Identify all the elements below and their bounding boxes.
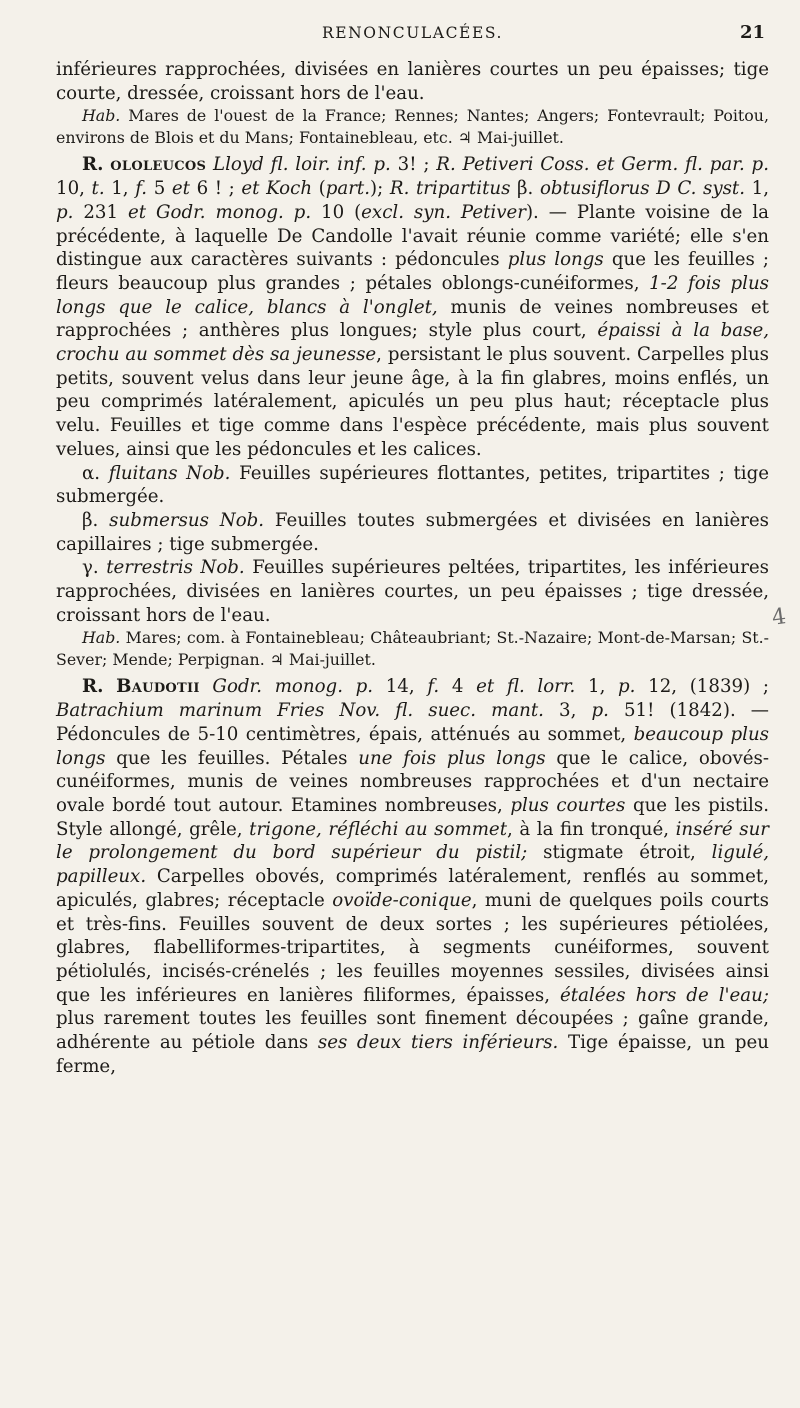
citation: p.	[591, 700, 624, 722]
species-name: ololeucos	[110, 154, 207, 176]
citation: t.	[91, 178, 112, 200]
variety-name: submersus Nob.	[109, 509, 265, 531]
emphasis: étalées hors de l'eau;	[560, 984, 769, 1006]
variety-name: terrestris Nob.	[106, 557, 245, 579]
habitat-label: Hab.	[82, 106, 121, 126]
genus-abbrev: R.	[82, 154, 104, 176]
text-run: stigmate étroit,	[527, 842, 712, 864]
emphasis: inséré sur le prolongement du bord supérieur du pistil;	[56, 818, 769, 864]
emphasis: ovoïde-conique	[332, 889, 472, 911]
species-entry-baudotii	[56, 675, 769, 1078]
body-text	[56, 58, 769, 1078]
text-run: 5	[153, 178, 172, 200]
variety-letter: α.	[82, 462, 109, 484]
text-run: 3,	[559, 700, 592, 722]
variety-text: Feuilles supérieures peltées, tripartites, les inférieures rapprochées, divisées en lanières courtes, un peu épaisses ; tige dressée, croissant hors de l'eau.	[56, 557, 769, 626]
text-run: 6 ! ;	[196, 178, 242, 200]
text-run: 10 (	[321, 201, 362, 223]
habitat-text: Mares de l'ouest de la France; Rennes; Nantes; Angers; Fontevrault; Poitou, environs de Blois et du Mans; Fontainebleau, etc. ♃ Mai-juillet.	[56, 106, 769, 147]
text-run: que les feuilles ; fleurs beaucoup plus grandes ; pétales oblongs-cunéiformes,	[56, 249, 770, 294]
text-run: munis de veines nombreuses et rapprochées ; anthères plus longues; style plus court,	[56, 296, 769, 342]
text-run: 1,	[588, 676, 619, 698]
citation: f.	[135, 178, 154, 200]
text-run: que les feuilles. Pétales	[105, 747, 359, 769]
citation: et fl. lorr.	[476, 676, 589, 698]
text-run: 231	[83, 201, 128, 223]
text-run: Tige épaisse, un peu ferme,	[56, 1032, 770, 1077]
text-run: 14,	[385, 676, 428, 698]
variety-alpha	[56, 462, 769, 509]
citation: excl. syn. Petiver	[361, 201, 526, 223]
text-run: , à la fin tronqué,	[507, 818, 676, 840]
emphasis: une fois plus longs	[358, 747, 546, 769]
citation: R. Petiveri Coss. et Germ. fl. par. p.	[436, 154, 769, 176]
habitat-text: Mares; com. à Fontainebleau; Châteaubriant; St.-Nazaire; Mont-de-Marsan; St.-Sever; Mende; Perpignan. ♃ Mai-juillet.	[56, 628, 769, 669]
citation: p.	[56, 201, 84, 223]
citation: f.	[427, 676, 452, 698]
text-run: );	[370, 178, 390, 200]
emphasis: ligulé, papilleux.	[56, 842, 769, 888]
variety-letter: β.	[82, 509, 110, 531]
habitat-note	[56, 627, 769, 670]
text-run: que les pistils. Style allongé, grêle,	[56, 794, 769, 840]
emphasis: épaissi à la base, crochu au sommet dès sa jeunesse	[56, 320, 769, 366]
text-run: 1,	[111, 178, 136, 200]
text-run: ). — Plante voisine de la précédente, à laquelle De Candolle l'avait réunie comme variété; elle s'en distingue aux caractères suivants : pédoncules	[56, 201, 769, 271]
species-entry-ololeucos	[56, 153, 769, 461]
emphasis: trigone, réfléchi au sommet	[249, 818, 508, 840]
emphasis: ses deux tiers inférieurs.	[317, 1032, 559, 1054]
emphasis: plus longs	[507, 249, 604, 271]
citation: et Godr. monog. p.	[127, 201, 322, 223]
text-run: 12, (1839) ;	[648, 676, 769, 698]
citation: et	[171, 178, 197, 200]
text-run: 51! (1842). — Pédoncules de 5-10 centimètres, épais, atténués au sommet,	[56, 700, 769, 745]
text-run: (	[318, 178, 326, 200]
variety-gamma	[56, 556, 769, 627]
variety-text: Feuilles supérieures flottantes, petites, tripartites ; tige submergée.	[56, 462, 769, 508]
text-run: Carpelles obovés, comprimés latéralement, renflés au sommet, apiculés, glabres; réceptacle	[56, 866, 769, 911]
text-run: 1,	[751, 178, 769, 200]
text-run: , persistant le plus souvent. Carpelles plus petits, souvent velus dans leur jeune âge, à la fin glabres, moins enflés, un peu comprimés latéralement, apiculés un peu plus haut; réceptacle plus velu. Feuilles et tige comme dans l'espèce précédente, mais plus souvent velues, ainsi que les pédoncules et les calices.	[56, 344, 769, 460]
citation: Godr. monog. p.	[199, 676, 386, 698]
text-run: 10,	[56, 178, 92, 200]
variety-beta	[56, 509, 769, 556]
emphasis: beaucoup plus longs	[56, 723, 769, 769]
text-run: inférieures rapprochées, divisées en lanières courtes un peu épaisses; tige courte, dressée, croissant hors de l'eau.	[56, 59, 769, 104]
citation: obtusiflorus D C. syst.	[539, 178, 752, 200]
variety-text: Feuilles toutes submergées et divisées en lanières capillaires ; tige submergée.	[56, 509, 770, 555]
citation: p.	[618, 676, 649, 698]
emphasis: plus courtes	[510, 794, 626, 816]
variety-letter: γ.	[82, 557, 107, 579]
text-run: 4	[451, 676, 477, 698]
text-run: 3! ;	[397, 154, 437, 176]
variety-name: fluitans Nob.	[108, 462, 231, 484]
text-run: que le calice, obovés-cunéiformes, munis de veines nombreuses rapprochées et d'un nectaire ovale bordé tout autour. Etamines nombreuses,	[56, 747, 769, 816]
citation: et Koch	[241, 178, 319, 200]
continued-paragraph	[56, 58, 769, 105]
citation: R. tripartitus	[389, 178, 518, 200]
margin-handwritten-mark: 4	[770, 604, 788, 631]
page-header	[60, 20, 765, 50]
page-number: 21	[739, 22, 765, 43]
habitat-label: Hab.	[82, 628, 121, 648]
habitat-note	[56, 105, 769, 148]
text-run: plus rarement toutes les feuilles sont finement découpées ; gaîne grande, adhérente au pétiole dans	[56, 1008, 769, 1054]
text-run: , muni de quelques poils courts et très-fins. Feuilles souvent de deux sortes ; les supérieures pétiolées, glabres, flabelliformes-tripartites, à segments cunéiformes, souvent pétiolulés, incisés-crénelés ; les feuilles moyennes sessiles, divisées ainsi que les inférieures en lanières filiformes, épaisses,	[56, 889, 769, 1006]
text-run: β.	[517, 178, 540, 200]
citation: part.	[325, 178, 371, 200]
emphasis: 1-2 fois plus longs que le calice, blancs à l'onglet,	[56, 272, 769, 318]
running-head: RENONCULACÉES.	[321, 24, 504, 42]
citation: Batrachium marinum Fries Nov. fl. suec. mant.	[56, 700, 560, 722]
genus-abbrev: R.	[82, 676, 104, 698]
citation: Lloyd fl. loir. inf. p.	[206, 154, 398, 176]
species-name: Baudotii	[116, 676, 200, 698]
